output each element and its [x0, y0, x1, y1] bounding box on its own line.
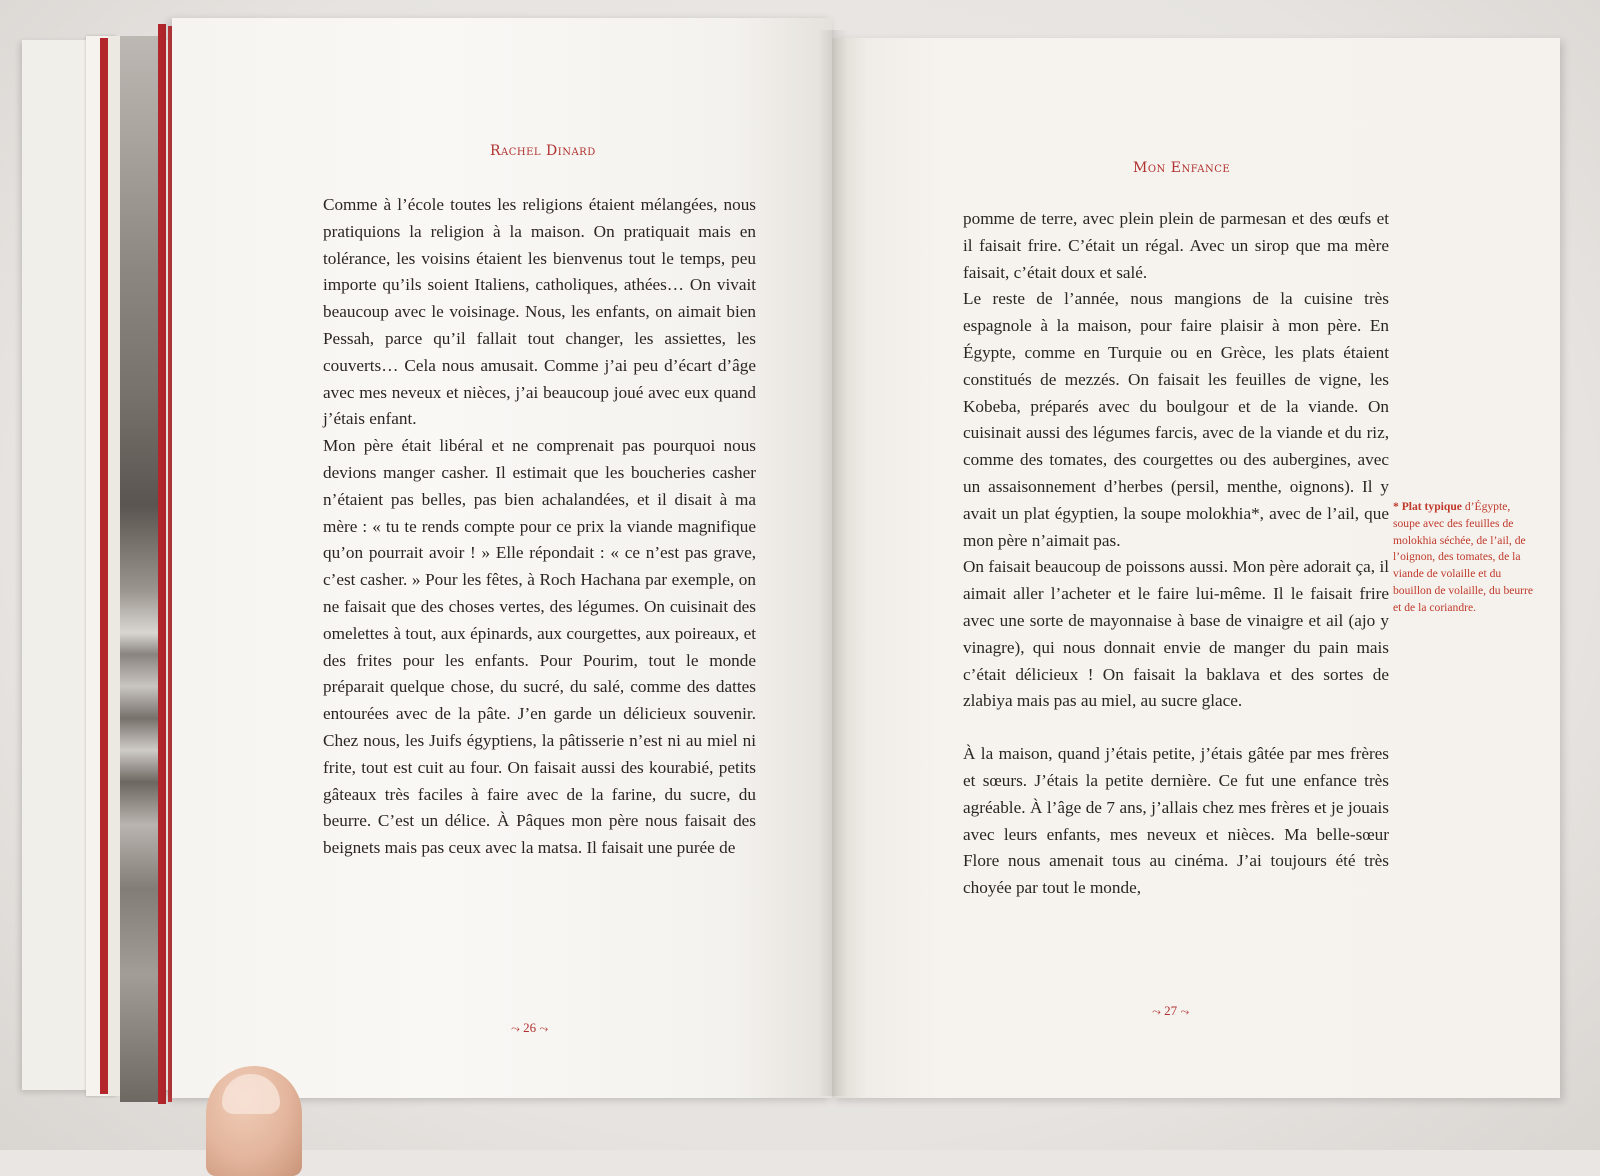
folio-number: 27 [1164, 1003, 1178, 1018]
photo-page-edge [120, 36, 162, 1102]
paragraph: pomme de terre, avec plein plein de parmesan et des œufs et il faisait frire. C’était un régal. Avec un sirop que ma mère faisait, c’était doux et salé. [963, 209, 1389, 282]
ornament-icon: ⤳ [1180, 1006, 1190, 1018]
paragraph: À la maison, quand j’étais petite, j’étais gâtée par mes frères et sœurs. J’étais la petite dernière. Ce fut une enfance très agréable. À l’âge de 7 ans, j’allais chez mes frères et je jouais avec leurs enfants, mes neveux et nièces. Ma belle-sœur Flore nous amenait tous au cinéma. J’ai toujours été très choyée par tout le monde, [963, 744, 1389, 898]
paragraph: Comme à l’école toutes les religions étaient mélangées, nous pratiquions la religion à la maison. On pratiquait mais en tolérance, les voisins étaient les bienvenus tout le temps, peu importe qu’ils soient Italiens, catholiques, athées… On vivait beaucoup avec le voisinage. Nous, les enfants, on aimait bien Pessah, parce qu’il fallait tout changer, les assiettes, les couverts… Cela nous amusait. Comme j’ai peu d’écart d’âge avec mes neveux et nièces, j’ai beaucoup joué avec eux quand j’étais enfant. [323, 195, 756, 429]
footnote-title: * Plat typique [1393, 500, 1462, 513]
red-endpaper-edge [158, 24, 166, 1104]
ornament-icon: ⤳ [1152, 1006, 1161, 1018]
right-page-body [963, 206, 1389, 902]
paragraph: Mon père était libéral et ne comprenait pas pourquoi nous devions manger casher. Il estimait que les boucheries casher n’étaient pas belles, pas bien achalandées, et il disait à ma mère : « tu te rends compte pour ce prix la viande magnifique qu’on pourrait avoir ! » Elle répondait : « ce n’est pas grave, c’est casher. » Pour les fêtes, à Roch Hachana par exemple, on ne faisait que des choses vertes, des légumes. On cuisinait des omelettes à tout, aux épinards, aux courgettes, aux poireaux, et des frites pour les enfants. Pour Pourim, tout le monde préparait quelque chose, du sucré, du salé, comme des dattes entourées avec de la pâte. J’en garde un délicieux souvenir. Chez nous, les Juifs égyptiens, la pâtisserie n’est ni au miel ni frite, tout est cuit au four. On faisait aussi des kourabié, petits gâteaux très faciles à faire avec de la farine, du sucre, du beurre. C’est un délice. À Pâques mon père nous faisait des beignets mais pas ceux avec la matsa. Il faisait une purée de [323, 436, 756, 858]
margin-footnote [1393, 499, 1535, 617]
footnote-text: d’Égypte, soupe avec des feuilles de molokhia séchée, de l’ail, de l’oignon, des tomates, de la viande de volaille et du bouillon de volaille, du beurre et de la coriandre. [1393, 500, 1534, 614]
left-page-body [323, 192, 756, 862]
running-head-left: Rachel Dinard [490, 143, 596, 159]
ornament-icon: ⤳ [511, 1023, 520, 1035]
paragraph: Le reste de l’année, nous mangions de la cuisine très espagnole à la maison, pour faire plaisir à mon père. En Égypte, comme en Turquie ou en Grèce, les plats étaient constitués de mezzés. On faisait les feuilles de vigne, les Kobeba, préparés avec du boulgour et de la viande. On cuisinait aussi des légumes farcis, avec de la viande et du riz, comme des tomates, des courgettes ou des aubergines, avec un assaisonnement d’herbes (persil, menthe, oignons). Il y avait un plat égyptien, la soupe molokhia*, avec de l’ail, que mon père n’aimait pas. [963, 289, 1389, 550]
book-gutter [818, 30, 848, 1096]
ornament-icon: ⤳ [539, 1023, 549, 1035]
paragraph: On faisait beaucoup de poissons aussi. Mon père adorait ça, il aimait aller l’acheter et le faire lui-même. Il le faisait frire avec une sorte de mayonnaise à base de vinaigre et ail (ajo y vinagre), qui nous donnait envie de manger du pain mais c’était délicieux ! On faisait la baklava et des sortes de zlabiya mais pas au miel, au sucre glace. [963, 557, 1389, 711]
running-head-right: Mon Enfance [1133, 160, 1231, 176]
page-number-right [1152, 1003, 1189, 1019]
page-number-left [511, 1020, 548, 1036]
folio-number: 26 [523, 1020, 537, 1035]
